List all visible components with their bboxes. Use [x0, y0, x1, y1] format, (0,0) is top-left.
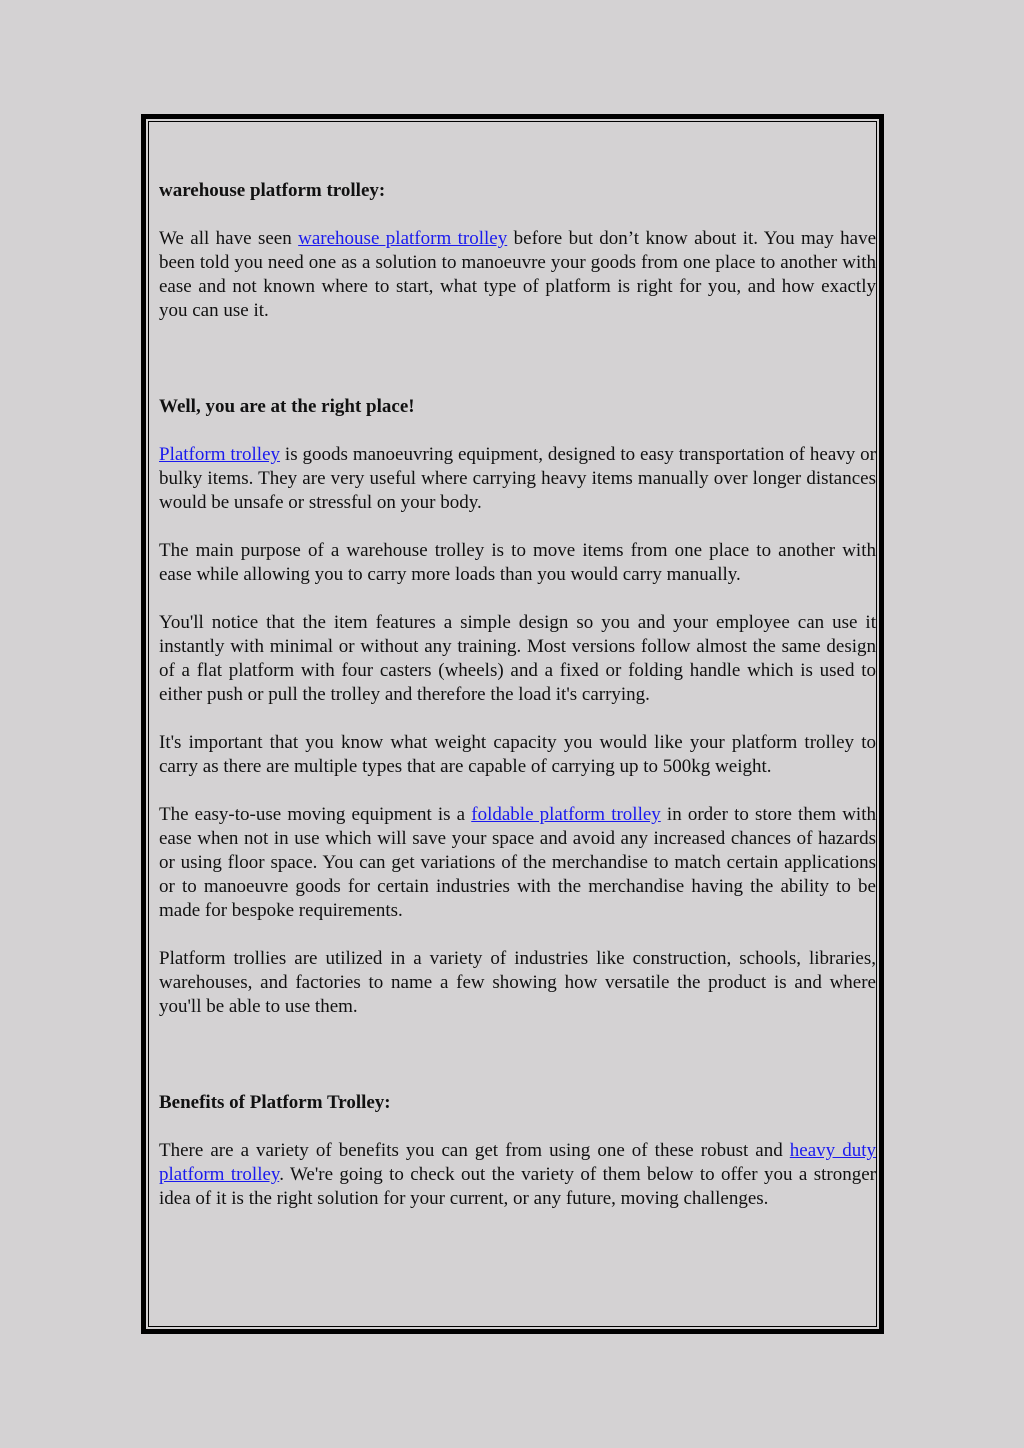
warehouse-platform-trolley-link[interactable]: warehouse platform trolley: [298, 228, 508, 249]
paragraph-foldable-text-after: in order to store them with ease when not in use which will save your space and avoid any increased chances of hazards or using floor space. You can get variations of the merchandise to match certain applications or to manoeuvre goods for certain industries with the merchandise having the ability to be made for bespoke requirements.: [159, 804, 876, 921]
document-page-frame: [141, 114, 884, 1334]
section-gap: [159, 323, 876, 395]
heavy-duty-platform-trolley-link[interactable]: heavy duty platform trolley: [159, 1140, 876, 1185]
paragraph-foldable-text-before: The easy-to-use moving equipment is a: [159, 804, 472, 825]
section-gap: [159, 1019, 876, 1091]
paragraph-foldable-trolley: [159, 803, 876, 923]
paragraph-gap: [159, 419, 876, 443]
section-heading-warehouse-platform-trolley: warehouse platform trolley:: [159, 180, 386, 201]
paragraph-intro-text-after: before but don’t know about it. You may have been told you need one as a solution to manoeuvre your goods from one place to another with ease and not known where to start, what type of platform is right for you, and how exactly you can use it.: [159, 228, 877, 321]
paragraph-intro: [159, 227, 876, 323]
platform-trolley-link[interactable]: Platform trolley: [159, 444, 281, 465]
paragraph-gap: [159, 779, 876, 803]
section-heading-right-place: Well, you are at the right place!: [159, 396, 415, 417]
paragraph-gap: [159, 203, 876, 227]
paragraph-weight-capacity: It's important that you know what weight capacity you would like your platform trolley to carry as there are multiple types that are capable of carrying up to 500kg weight.: [159, 732, 876, 777]
paragraph-gap: [159, 515, 876, 539]
paragraph-industries: Platform trollies are utilized in a variety of industries like construction, schools, libraries, warehouses, and factories to name a few showing how versatile the product is and where you'll be able to use them.: [159, 948, 876, 1017]
paragraph-main-purpose: The main purpose of a warehouse trolley is to move items from one place to another with ease while allowing you to carry more loads than you would carry manually.: [159, 540, 876, 585]
paragraph-gap: [159, 923, 876, 947]
paragraph-benefits-text-after: . We're going to check out the variety of them below to offer you a stronger idea of it is the right solution for your current, or any future, moving challenges.: [159, 1164, 876, 1209]
paragraph-definition-text-after: is goods manoeuvring equipment, designed to easy transportation of heavy or bulky items. They are very useful where carrying heavy items manually over longer distances would be unsafe or stressful on your body.: [159, 444, 876, 513]
document-inner-frame: [148, 121, 877, 1327]
section-heading-benefits: Benefits of Platform Trolley:: [159, 1092, 391, 1113]
foldable-platform-trolley-link[interactable]: foldable platform trolley: [471, 804, 661, 825]
paragraph-simple-design: You'll notice that the item features a simple design so you and your employee can use it instantly with minimal or without any training. Most versions follow almost the same design of a flat platform with four casters (wheels) and a fixed or folding handle which is used to either push or pull the trolley and therefore the load it's carrying.: [159, 612, 876, 705]
paragraph-benefits-text-before: There are a variety of benefits you can get from using one of these robust and: [159, 1140, 790, 1161]
paragraph-benefits: [159, 1139, 876, 1211]
paragraph-platform-trolley-definition: [159, 443, 876, 515]
paragraph-gap: [159, 707, 876, 731]
document-content: [159, 179, 876, 1211]
paragraph-gap: [159, 1115, 876, 1139]
paragraph-gap: [159, 587, 876, 611]
paragraph-intro-text-before: We all have seen: [159, 228, 299, 249]
